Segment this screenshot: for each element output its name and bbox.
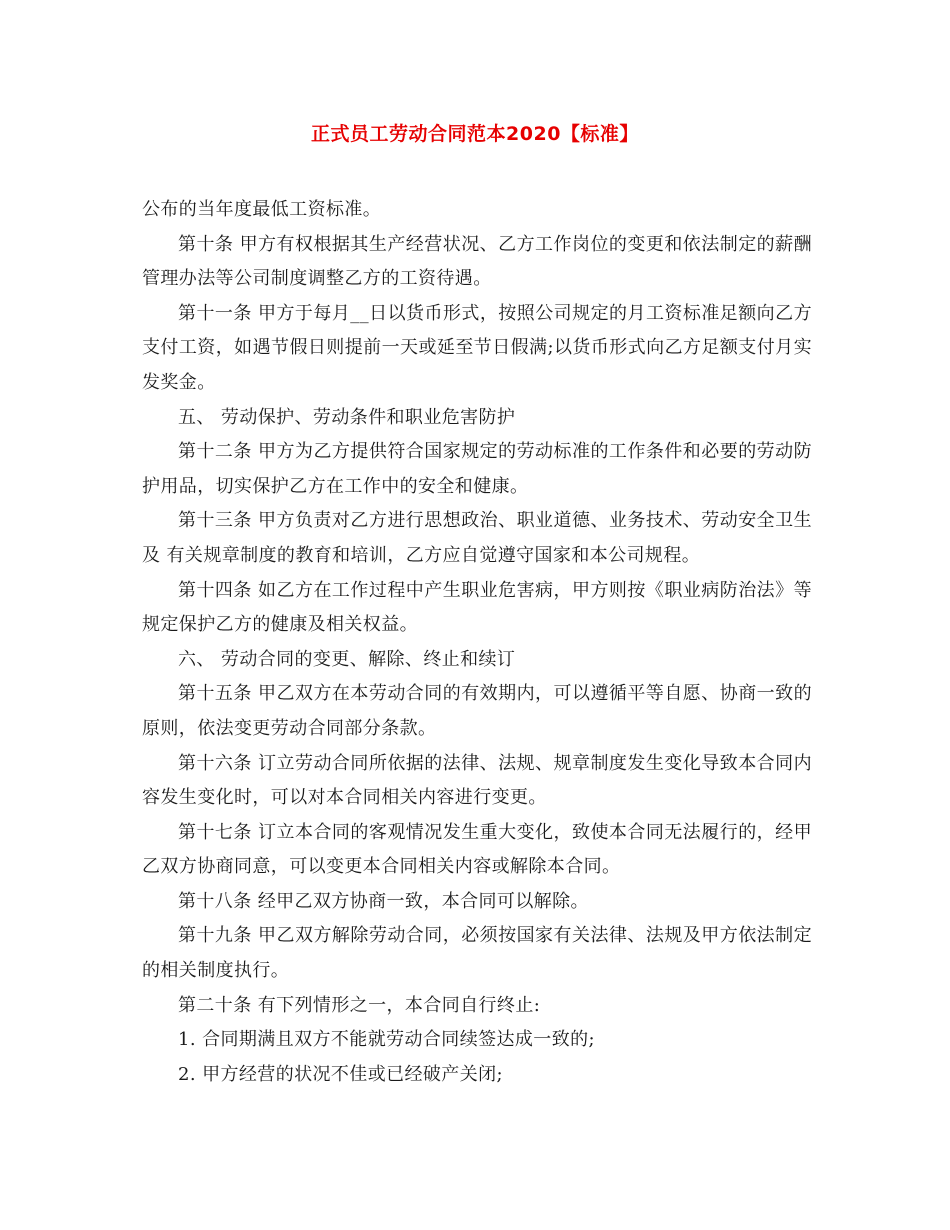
document-body xyxy=(142,193,812,1092)
paragraph: 第十八条 经甲乙双方协商一致，本合同可以解除。 xyxy=(178,890,589,912)
paragraph: 第十五条 甲乙双方在本劳动合同的有效期内，可以遵循平等自愿、协商一致的原则，依法变更劳动合同部分条款。 xyxy=(142,683,812,739)
list-item: 2. 甲方经营的状况不佳或已经破产关闭; xyxy=(178,1063,503,1085)
paragraph: 第十二条 甲方为乙方提供符合国家规定的劳动标准的工作条件和必要的劳动防护用品，切实保护乙方在工作中的安全和健康。 xyxy=(142,441,812,497)
list-item: 1. 合同期满且双方不能就劳动合同续签达成一致的; xyxy=(178,1029,595,1051)
paragraph: 第十三条 甲方负责对乙方进行思想政治、职业道德、业务技术、劳动安全卫生及 有关规章制度的教育和培训，乙方应自觉遵守国家和本公司规程。 xyxy=(142,510,812,566)
paragraph: 第十七条 订立本合同的客观情况发生重大变化，致使本合同无法履行的，经甲 乙双方协商同意，可以变更本合同相关内容或解除本合同。 xyxy=(142,821,812,878)
document-title: 正式员工劳动合同范本2020【标准】 xyxy=(311,123,639,145)
section-heading: 五、 劳动保护、劳动条件和职业危害防护 xyxy=(178,406,516,428)
paragraph: 第十九条 甲乙双方解除劳动合同，必须按国家有关法律、法规及甲方依法制定 的相关制度执行。 xyxy=(142,925,812,982)
paragraph: 第十条 甲方有权根据其生产经营状况、乙方工作岗位的变更和依法制定的薪酬管理办法等公司制度调整乙方的工资待遇。 xyxy=(142,233,812,290)
paragraph: 第二十条 有下列情形之一，本合同自行终止: xyxy=(178,994,541,1016)
paragraph: 公布的当年度最低工资标准。 xyxy=(142,199,382,220)
paragraph: 第十六条 订立劳动合同所依据的法律、法规、规章制度发生变化导致本合同内 容发生变化时，可以对本合同相关内容进行变更。 xyxy=(142,752,812,809)
paragraph: 第十四条 如乙方在工作过程中产生职业危害病，甲方则按《职业病防治法》等 规定保护乙方的健康及相关权益。 xyxy=(142,579,812,636)
paragraph: 第十一条 甲方于每月__日以货币形式，按照公司规定的月工资标准足额向乙方支付工资，如遇节假日则提前一天或延至节日假满;以货币形式向乙方足额支付月实发奖金。 xyxy=(142,302,812,393)
section-heading: 六、 劳动合同的变更、解除、终止和续订 xyxy=(178,648,516,670)
